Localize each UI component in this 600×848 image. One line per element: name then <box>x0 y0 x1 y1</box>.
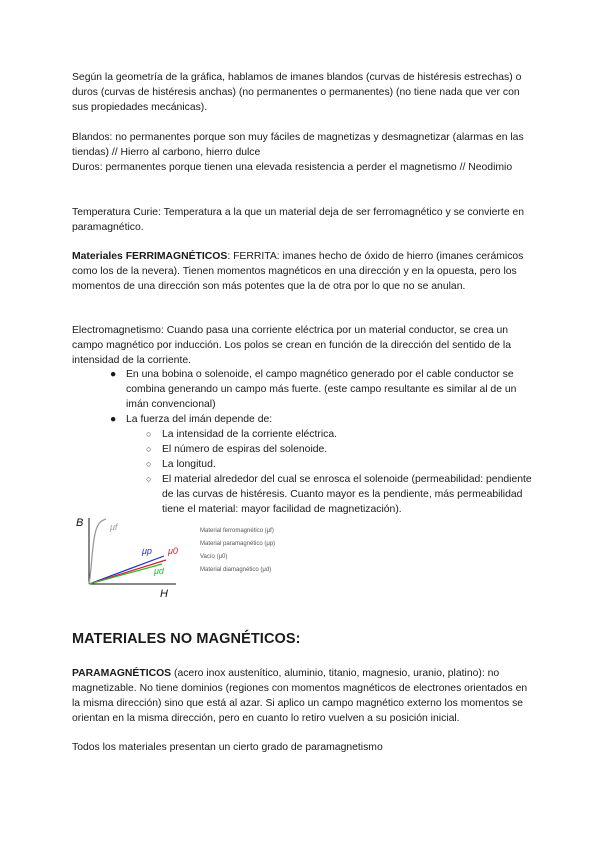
list-item-text: En una bobina o solenoide, el campo magnético generado por el cable conductor se combina generando un campo más fuerte. (este campo resultante es similar al de un imán convencional) <box>126 369 517 410</box>
list-item <box>72 412 532 427</box>
sub-list-item-text: La longitud. <box>162 459 216 470</box>
bullet-icon: ● <box>110 414 117 425</box>
legend-vacuum: Vacío (μ0) <box>200 554 228 560</box>
sub-list-item <box>72 427 532 442</box>
sub-list-item-text: El material alrededor del cual se enrosca el solenoide (permeabilidad: pendiente de las curvas de histéresis. Cuanto mayor es la pendiente, más permeabilidad tiene el material: mayor facilidad de magnetización). <box>162 474 532 515</box>
ferromagnetic-curve <box>89 519 106 584</box>
paragraph-ferrimagnetic <box>72 249 532 294</box>
paragraph-soft-magnets: Blandos: no permanentes porque son muy fáciles de magnetizas y desmagnetizar (alarmas en las tiendas) // Hierro al carbono, hierro dulce <box>72 132 524 158</box>
ferrimagnetic-description: : FERRITA: imanes hecho de óxido de hierro (imanes cerámicos como los de la nevera). Tienen momentos magnéticos en una dirección y en la opuesta, pero los momentos de una dirección son más potentes que la de otra por lo que no se anulan. <box>72 251 524 292</box>
circle-bullet-icon: ○ <box>146 444 152 454</box>
x-axis-label: H <box>160 588 168 600</box>
bullet-icon: ● <box>110 369 117 380</box>
mu-d-label: μd <box>154 566 164 576</box>
paragraph-hard-magnets: Duros: permanentes porque tienen una elevada resistencia a perder el magnetismo // Neodimio <box>72 162 513 173</box>
legend-diamagnetic: Material diamagnético (μd) <box>200 567 272 573</box>
section-heading-non-magnetic: MATERIALES NO MAGNÉTICOS: <box>72 631 301 647</box>
circle-bullet-icon: ○ <box>146 459 152 469</box>
sub-list-item <box>72 442 532 457</box>
paragraph-curie-temperature: Temperatura Curie: Temperatura a la que un material deja de ser ferromagnético y se convierte en paramagnético. <box>72 207 525 233</box>
sub-list-item <box>72 457 532 472</box>
list-item-text: La fuerza del imán depende de: <box>126 414 273 425</box>
paragraph-hysteresis-geometry: Según la geometría de la gráfica, hablamos de imanes blandos (curvas de histéresis estrechas) o duros (curvas de histéresis anchas) (no permanentes o permanentes) (no tiene nada que ver con sus propiedades mecánicas). <box>72 72 522 113</box>
sub-list-item <box>72 472 532 517</box>
circle-bullet-icon: ○ <box>146 474 152 484</box>
paramagnetic-line <box>89 556 164 584</box>
paragraph-paramagnetism-all-materials: Todos los materiales presentan un cierto grado de paramagnetismo <box>72 742 383 753</box>
permeability-figure <box>72 512 332 602</box>
circle-bullet-icon: ○ <box>146 429 152 439</box>
diamagnetic-line <box>89 564 162 584</box>
paramagnetic-description: (acero inox austenítico, aluminio, titanio, magnesio, uranio, platino): no magnetizable. No tiene dominios (regiones con momentos magnéticos de electrones orientados en la misma dirección) sino que está al azar. Si aplico un campo magnético externo los momentos se orientan en la misma dirección, pero en cuanto lo retiro vuelven a su posición inicial. <box>72 668 528 724</box>
mu-p-label: μp <box>142 546 152 556</box>
list-item <box>72 367 532 412</box>
paragraph-paramagnetic <box>72 666 532 726</box>
legend-ferromagnetic: Material ferromagnético (μf) <box>200 528 274 534</box>
mu-f-label: μf <box>110 522 118 532</box>
mu-0-label: μ0 <box>168 546 178 556</box>
electromagnetism-bullet-list <box>72 367 532 517</box>
legend-paramagnetic: Material paramagnético (μp) <box>200 541 276 547</box>
paramagnetic-term: PARAMAGNÉTICOS <box>72 668 172 679</box>
sub-list-item-text: El número de espiras del solenoide. <box>162 444 328 455</box>
sub-list-item-text: La intensidad de la corriente eléctrica. <box>162 429 338 440</box>
y-axis-label: B <box>76 517 84 529</box>
paragraph-electromagnetism: Electromagnetismo: Cuando pasa una corriente eléctrica por un material conductor, se crea un campo magnético por inducción. Los polos se crean en función de la dirección del sentido de la intensidad de la corriente. <box>72 325 511 366</box>
ferrimagnetic-term: Materiales FERRIMAGNÉTICOS <box>72 251 228 262</box>
